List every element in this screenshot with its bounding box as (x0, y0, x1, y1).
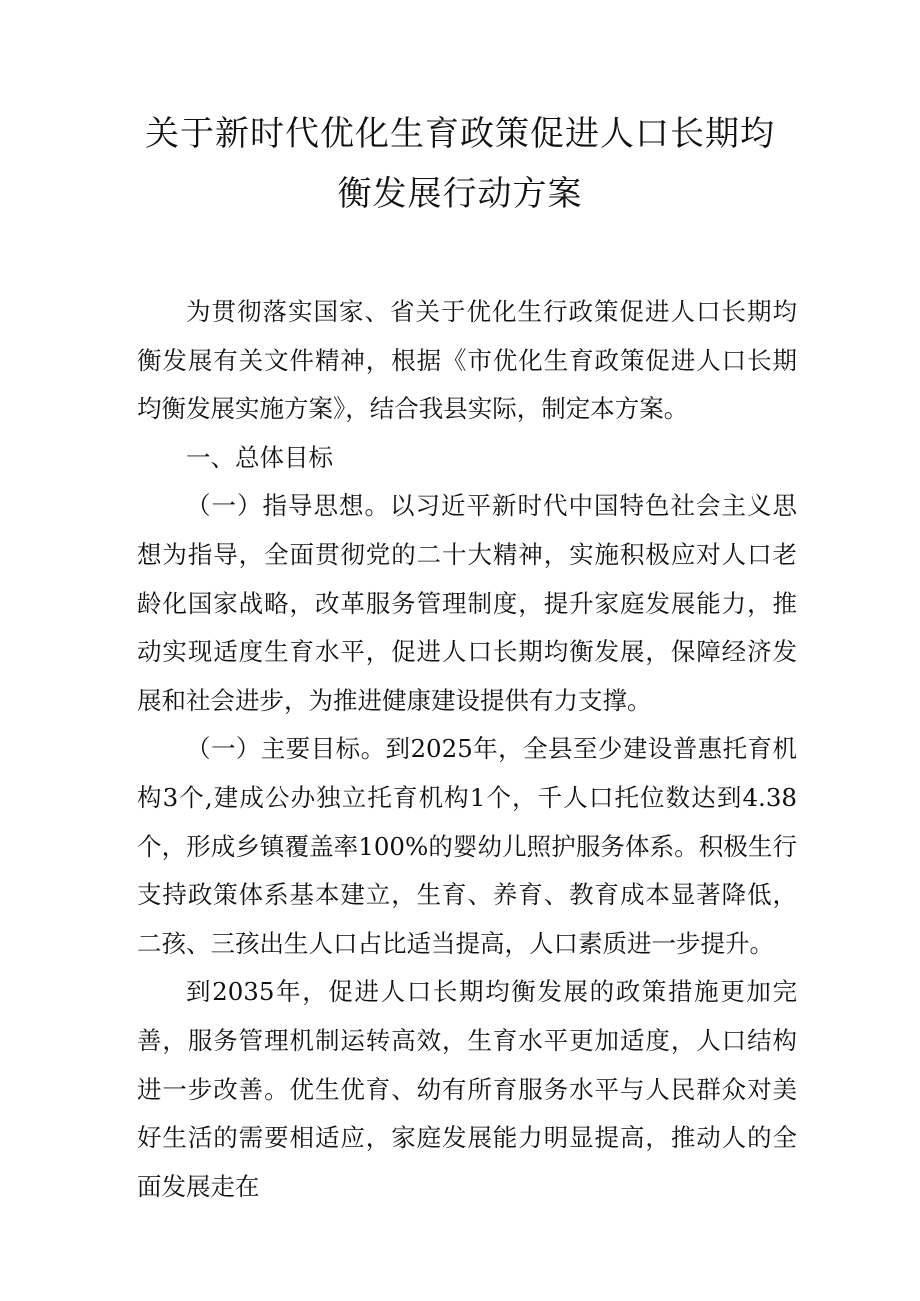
title-line-2: 衡发展行动方案 (337, 174, 583, 214)
document-body (137, 288, 797, 1211)
section-heading-overall-goals: 一、总体目标 (186, 442, 333, 472)
paragraph-main-goals: （一）主要目标。到2025年，全县至少建设普惠托育机构3个,建成公办独立托育机构1个，千人口托位数达到4.38个，形成乡镇覆盖率100%的婴幼儿照护服务体系。积极生行支持政策体系基本建立，生育、养育、教育成本显著降低，二孩、三孩出生人口占比适当提高，人口素质进一步提升。 (137, 734, 797, 958)
paragraph-intro: 为贯彻落实国家、省关于优化生行政策促进人口长期均衡发展有关文件精神，根据《市优化生育政策促进人口长期均衡发展实施方案》，结合我县实际，制定本方案。 (137, 297, 797, 424)
document-title (120, 104, 800, 224)
title-line-1: 关于新时代优化生育政策促进人口长期均 (145, 114, 775, 154)
paragraph-guiding-ideology: （一）指导思想。以习近平新时代中国特色社会主义思想为指导，全面贯彻党的二十大精神，实施积极应对人口老龄化国家战略，改革服务管理制度，提升家庭发展能力，推动实现适度生育水平，促进人口长期均衡发展，保障经济发展和社会进步，为推进健康建设提供有力支撑。 (137, 491, 797, 715)
paragraph-2035-goals: 到2035年，促进人口长期均衡发展的政策措施更加完善，服务管理机制运转高效，生育水平更加适度，人口结构进一步改善。优生优育、幼有所育服务水平与人民群众对美好生活的需要相适应，家庭发展能力明显提高，推动人的全面发展走在 (137, 977, 797, 1201)
